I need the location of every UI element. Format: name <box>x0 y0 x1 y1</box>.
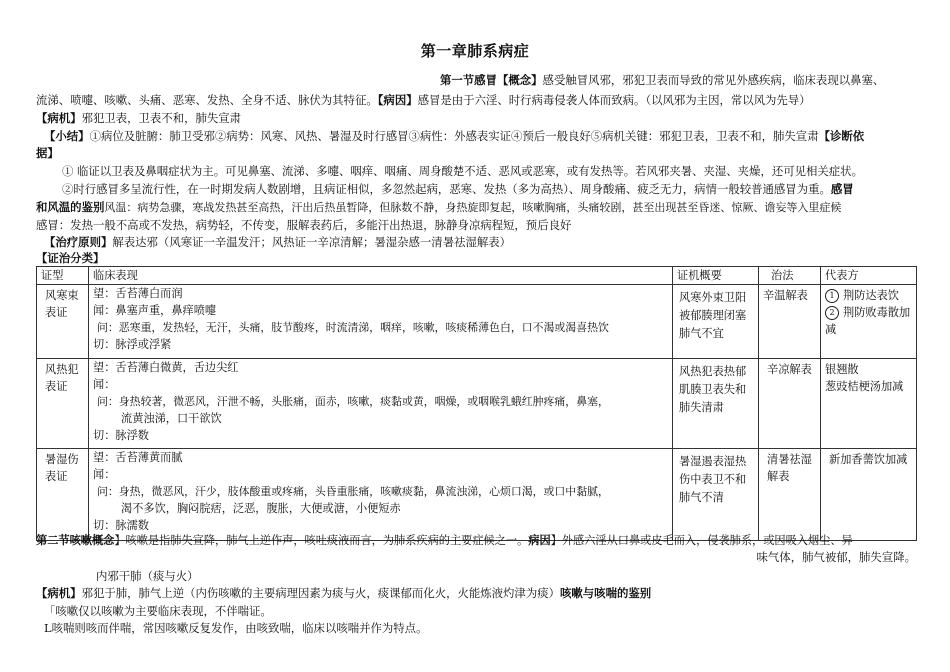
concept-text-2: 流涕、喷嚏、咳嗽、头痛、恶寒、发热、全身不适、脉伏为其特征。 <box>36 93 378 107</box>
inquiry-continued: 渴不多饮，胸闷脘痞，泛恶，腹胀，大便或溏，小便短赤 <box>121 502 401 515</box>
header-prescription: 代表方 <box>821 267 917 285</box>
prescription-1 <box>825 287 912 304</box>
listening: 闻：鼻塞声重，鼻痒喷嚏 <box>93 304 217 317</box>
listening: 闻： <box>93 378 116 391</box>
summary-line <box>44 128 864 145</box>
row-method: 清暑祛湿解表 <box>759 449 821 541</box>
circled-number-icon: 2 <box>825 306 839 320</box>
prescription-2 <box>825 304 912 338</box>
concept-text-1: 感受触冒风邪，邪犯卫表而导致的常见外感疾病，临床表现以鼻塞、 <box>542 73 885 87</box>
inspection: 望：舌苔薄黄而腻 <box>93 451 183 464</box>
cause-tag: 【病因】 <box>377 93 418 107</box>
section2-differential-2: L咳喘则咳而伴喘，常因咳嗽反复发作，由咳致喘，临床以咳喘并作为特点。 <box>44 621 428 635</box>
header-mechanism: 证机概要 <box>673 267 759 285</box>
diagnosis-text-1: ① 临证以卫表及鼻咽症状为主。可见鼻塞、流涕、多嚏、咽痒、咽痛、周身酸楚不适、恶风或恶寒，或有发热等。若风邪夹暑、夹湿、夹燥，还可见相关症状。 <box>62 164 863 178</box>
treatment-tag: 【治疗原则】 <box>44 235 113 249</box>
inquiry: 问：身热较著，微恶风，汗泄不畅，头胀痛，面赤，咳嗽，痰黏或黄，咽燥，或咽喉乳蛾红肿疼痛，鼻塞， <box>97 395 609 408</box>
differential-line-1 <box>36 199 841 216</box>
section2-mechanism-text: 邪犯于肺，肺气上逆（内伤咳嗽的主要病理因素为痰与火，痰课郁而化火，火能炼液灼津为痰） <box>81 586 560 600</box>
prescription-2-text: 葱豉桔梗汤加减 <box>825 380 904 393</box>
prescription-1-text: 新加香薷饮加减 <box>829 453 908 466</box>
prescription-2-text: 荆防败毒散加减 <box>825 306 911 336</box>
circled-number-icon: 1 <box>825 289 839 303</box>
section2-diff-line-2 <box>44 620 427 637</box>
header-type: 证型 <box>37 267 89 285</box>
classification-tag: 【证治分类】 <box>36 251 105 265</box>
row-clinical <box>89 449 673 541</box>
section2-differential-1: 「咳嗽仅以咳嗽为主要临床表现，不伴喘证。 <box>44 604 272 618</box>
section2-cause-text-2: 味气体，肺气被郁，肺失宣降。 <box>756 550 916 564</box>
row-mechanism: 风热犯表热郁肌腠卫表失和肺失清肃 <box>673 359 759 449</box>
palpation: 切：脉濡数 <box>93 519 149 532</box>
section1-heading: 第一节感冒 <box>440 73 497 87</box>
row-type: 暑湿伤表证 <box>37 449 89 541</box>
section2-diff-line-1 <box>44 603 272 620</box>
palpation: 切：脉浮或浮紧 <box>93 338 172 351</box>
palpation: 切：脉浮数 <box>93 429 149 442</box>
mechanism-tag: 【病机】 <box>36 111 82 125</box>
row-type: 风寒束表证 <box>37 285 89 359</box>
inspection: 望：舌苔薄白而润 <box>93 287 183 300</box>
classification-line <box>36 250 104 267</box>
internal-line <box>96 568 199 585</box>
diagnosis-point-1 <box>62 163 863 180</box>
treatment-text: 解表达邪（风寒证一辛温发汗；风热证一辛凉清解；暑湿杂感一清暑祛湿解表） <box>112 235 512 249</box>
mechanism-text: 邪犯卫表，卫表不和，肺失宣肃 <box>81 111 242 125</box>
row-mechanism: 风寒外束卫阳被郁腠理闭塞肺气不宜 <box>673 285 759 359</box>
section2-cause-text: 】外感六淫从口鼻或皮毛而入，侵袭肺系，或因吸入烟尘、异 <box>550 534 853 547</box>
header-clinical: 临床表现 <box>89 267 673 285</box>
differential-text-1: 风温：病势急骤，寒战发热甚至高热，汗出后热虽暂降，但脉数不静，身热旋即复起，咳嗽胸痛，头痛较剧，甚至出现甚至昏迷、惊厥、谵妄等入里症候 <box>104 201 842 214</box>
diagnosis-point-2 <box>62 181 854 198</box>
concept-line-1 <box>440 72 884 89</box>
internal-evil-text: 内邪干肺（痰与火） <box>96 569 199 583</box>
mechanism-line <box>36 110 241 127</box>
concept-line-2 <box>36 92 811 109</box>
inquiry: 问：恶寒重，发热轻，无汗，头痛，肢节酸疼，时流清涕，咽痒，咳嗽，咳痰稀薄色白，口不渴或渴喜热饮 <box>97 321 609 334</box>
differential-text-2: 感冒：发热一般不高或不发热，病势轻，不传变，服解表药后，多能汗出热退，脉静身凉病程短，预后良好 <box>36 218 572 232</box>
table-row <box>37 285 917 359</box>
differential-tag: 感冒 <box>830 182 854 196</box>
section2-differential-tag: 咳嗽与咳喘的鉴别 <box>560 586 652 600</box>
table-row <box>37 449 917 541</box>
row-prescription <box>821 449 917 541</box>
row-mechanism: 暑湿遏表湿热伤中表卫不和肺气不清 <box>673 449 759 541</box>
row-prescription <box>821 285 917 359</box>
row-type: 风热犯表证 <box>37 359 89 449</box>
summary-text: ①病位及脏腑：肺卫受邪②病势：风寒、风热、暑湿及时行感冒③病性：外感表实证④预后一般良好⑤病机关键：邪犯卫表，卫表不和，肺失宣肃 <box>89 129 819 143</box>
treatment-line <box>44 234 511 251</box>
inspection: 望：舌苔薄白微黄，舌边尖红 <box>93 361 239 374</box>
row-method: 辛温解表 <box>759 285 821 359</box>
section2-heading: 第二节咳嗽概念 <box>36 533 115 547</box>
row-clinical <box>89 285 673 359</box>
chapter-title: 第一章肺系病症 <box>420 42 530 60</box>
prescription-1-text: 荆防达表饮 <box>843 289 899 302</box>
table-row <box>37 359 917 449</box>
summary-tag: 【小结】 <box>44 129 90 143</box>
diagnosis-text-2: ②时行感冒多呈流行性，在一时期发病人数剧增，且病证相似，多忽然起病，恶寒、发热（多为高热）、周身酸痛、疲乏无力，病情一般较普通感冒为重。 <box>62 182 831 196</box>
inquiry: 问：身热，微恶风，汗少，肢体酸重或疼痛，头昏重胀痛，咳嗽痰黏，鼻流浊涕，心烦口渴，或口中黏腻， <box>97 485 609 498</box>
table-header-row <box>37 267 917 285</box>
differential-line-2 <box>36 217 571 234</box>
section2-mechanism-line <box>36 585 651 602</box>
syndrome-table <box>36 266 917 541</box>
section2-mechanism-tag: 【病机】 <box>36 586 82 600</box>
header-method: 治法 <box>759 267 821 285</box>
section2-cause-tag: 病因 <box>528 533 551 547</box>
concept-tag: 【概念】 <box>496 73 543 87</box>
cause-text: 感冒是由于六淫、时行病毒侵袭人体而致病。（以风邪为主因，常以风为先导） <box>417 93 811 107</box>
section2-line-2 <box>757 549 916 566</box>
listening: 闻： <box>93 468 116 481</box>
row-prescription <box>821 359 917 449</box>
diagnosis-tag-line <box>36 145 59 162</box>
row-clinical <box>89 359 673 449</box>
diagnosis-tag: 【诊断依 <box>818 129 865 143</box>
prescription-1-text: 银翘散 <box>825 363 859 376</box>
row-method: 辛凉解表 <box>759 359 821 449</box>
section2-concept-text: 】咳嗽是指肺失宣降，肺气上逆作声，咳吐痰液而言，为肺系疾病的主要症候之一。 <box>114 534 529 547</box>
differential-tag-2: 和风温的鉴别 <box>36 200 105 214</box>
inquiry-continued: 流黄浊涕，口干欲饮 <box>121 412 222 425</box>
section2-line-1 <box>36 532 853 549</box>
diagnosis-tag-2: 据】 <box>36 146 59 160</box>
